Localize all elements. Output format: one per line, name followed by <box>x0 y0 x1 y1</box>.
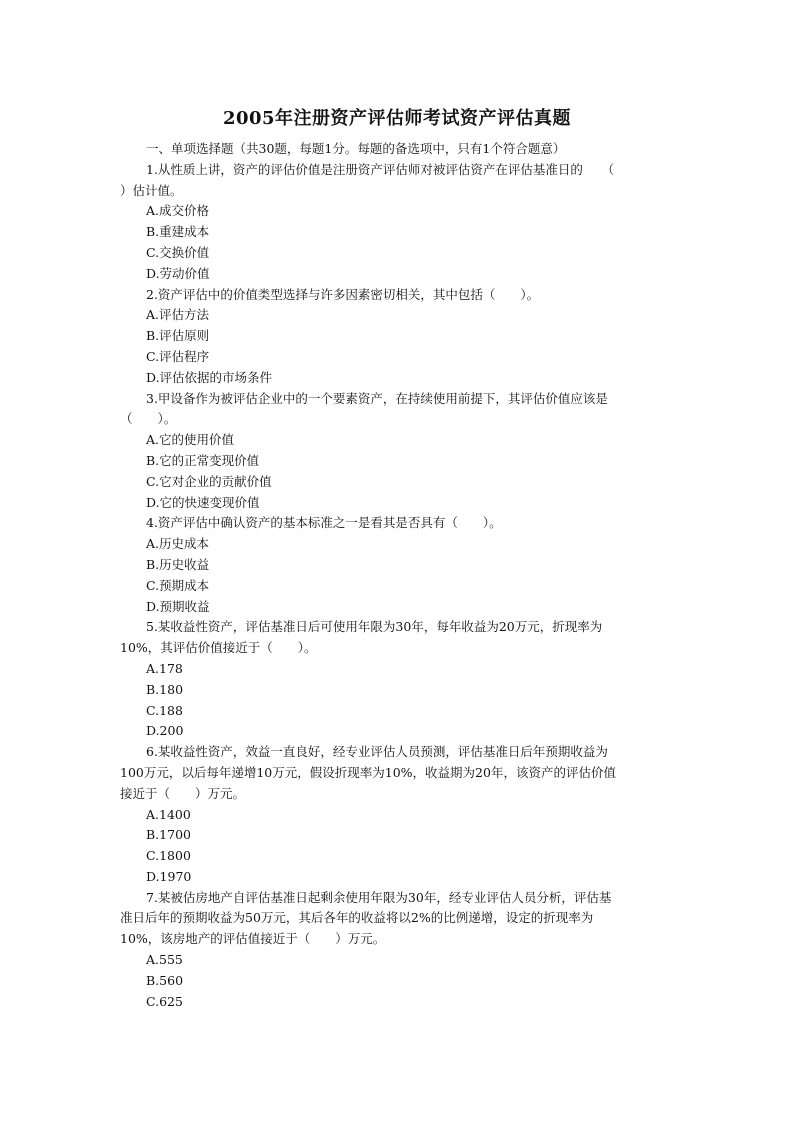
question-3-option-b: B.它的正常变现价值 <box>146 452 260 468</box>
question-3-option-d: D.它的快速变现价值 <box>146 494 260 510</box>
question-5-option-c: C.188 <box>146 702 183 718</box>
question-2-option-a: A.评估方法 <box>146 307 210 323</box>
question-7-line-2: 准日后年的预期收益为50万元，其后各年的收益将以2%的比例递增，设定的折现率为 <box>120 910 594 926</box>
question-1-option-a: A.成交价格 <box>146 203 210 219</box>
question-1-option-b: B.重建成本 <box>146 224 210 240</box>
question-2-option-b: B.评估原则 <box>146 328 210 344</box>
page-title: 2005年注册资产评估师考试资产评估真题 <box>222 108 572 129</box>
question-5-line-1: 5.某收益性资产，评估基准日后可使用年限为30年，每年收益为20万元，折现率为 <box>146 619 603 635</box>
document-body <box>120 139 680 1012</box>
question-1-line-1: 1.从性质上讲，资产的评估价值是注册资产评估师对被评估资产在评估基准日的 （ <box>146 161 615 177</box>
question-7-line-1: 7.某被估房地产自评估基准日起剩余使用年限为30年，经专业评估人员分析，评估基 <box>146 889 612 905</box>
question-4-option-a: A.历史成本 <box>146 536 210 552</box>
question-2-option-d: D.评估依据的市场条件 <box>146 369 273 385</box>
question-2-line-1: 2.资产评估中的价值类型选择与许多因素密切相关，其中包括（ ）。 <box>146 286 540 302</box>
question-7-option-b: B.560 <box>146 972 184 988</box>
question-6-option-a: A.1400 <box>146 806 191 822</box>
question-6-option-b: B.1700 <box>146 827 191 843</box>
question-4-option-c: C.预期成本 <box>146 577 210 593</box>
question-5-option-d: D.200 <box>146 723 184 739</box>
question-5-option-b: B.180 <box>146 681 184 697</box>
question-4-option-b: B.历史收益 <box>146 556 210 572</box>
question-2-option-c: C.评估程序 <box>146 348 210 364</box>
question-1-option-d: D.劳动价值 <box>146 265 210 281</box>
question-6-line-1: 6.某收益性资产，效益一直良好，经专业评估人员预测，评估基准日后年预期收益为 <box>146 744 608 760</box>
question-7-option-c: C.625 <box>146 993 183 1009</box>
question-6-line-3: 接近于（ ）万元。 <box>120 785 246 801</box>
question-1-line-2: ）估计值。 <box>120 182 183 198</box>
question-6-option-c: C.1800 <box>146 848 191 864</box>
question-5-line-2: 10%，其评估价值接近于（ ）。 <box>120 640 317 656</box>
question-7-option-a: A.555 <box>146 952 183 968</box>
question-1-option-c: C.交换价值 <box>146 244 210 260</box>
question-3-line-1: 3.甲设备作为被评估企业中的一个要素资产，在持续使用前提下，其评估价值应该是 <box>146 390 608 406</box>
question-3-option-c: C.它对企业的贡献价值 <box>146 473 272 489</box>
section-heading: 一、单项选择题（共30题，每题1分。每题的备选项中，只有1个符合题意） <box>146 141 566 156</box>
question-4-line-1: 4.资产评估中确认资产的基本标准之一是看其是否具有（ ）。 <box>146 515 502 531</box>
question-4-option-d: D.预期收益 <box>146 598 210 614</box>
question-6-option-d: D.1970 <box>146 868 192 884</box>
question-3-option-a: A.它的使用价值 <box>146 432 235 448</box>
question-7-line-3: 10%，该房地产的评估值接近于（ ）万元。 <box>120 931 386 947</box>
question-5-option-a: A.178 <box>146 660 183 676</box>
question-6-line-2: 100万元，以后每年递增10万元，假设折现率为10%，收益期为20年，该资产的评估价值 <box>120 764 616 780</box>
question-3-line-2: （ ）。 <box>120 411 177 427</box>
